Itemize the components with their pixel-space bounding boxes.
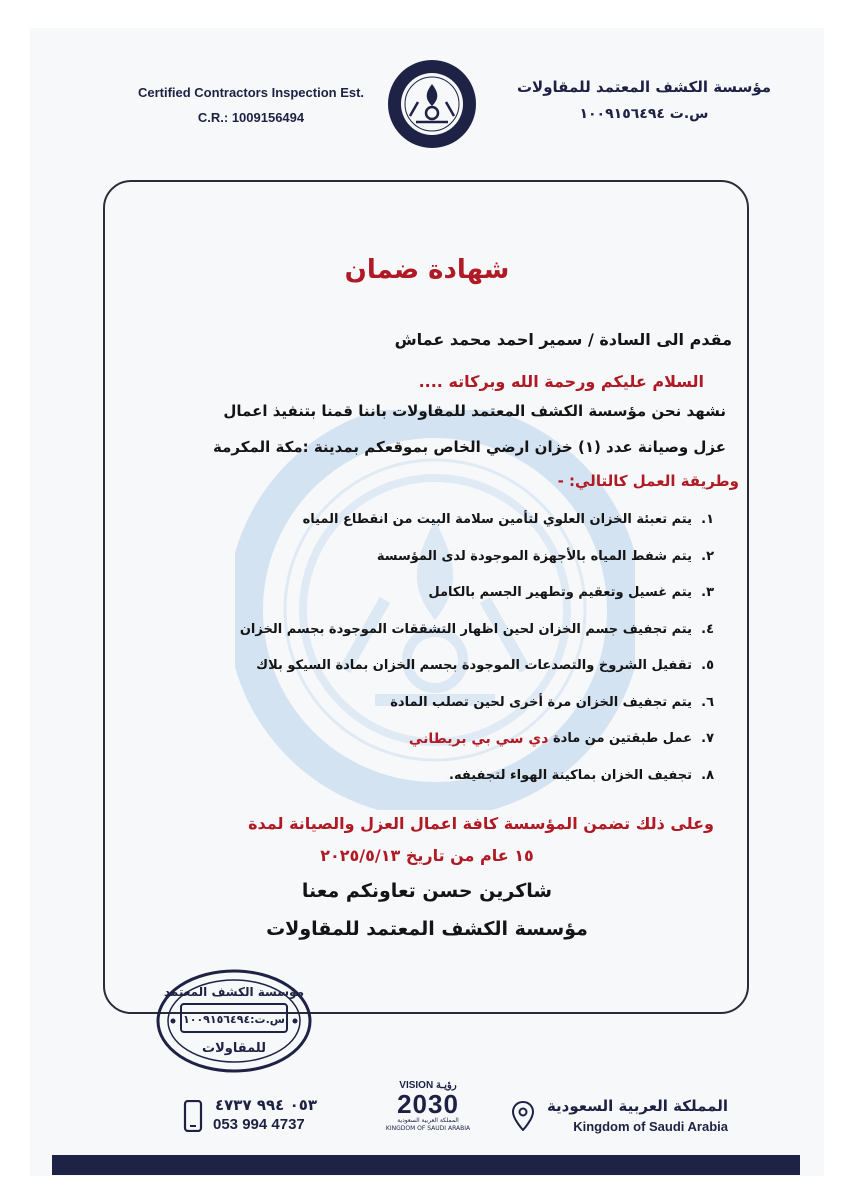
step-text: يتم تجفيف الخزان مرة أخرى لحين تصلب المادة — [390, 694, 692, 710]
kingdom-name-english: Kingdom of Saudi Arabia — [573, 1119, 728, 1134]
guarantee-line-1: وعلى ذلك تضمن المؤسسة كافة اعمال العزل والصيانة لمدة — [248, 814, 714, 833]
step-text: يتم تعبئة الخزان العلوي لتأمين سلامة البيت من انقطاع المياه — [302, 512, 692, 527]
step-number: ٤. — [701, 621, 714, 637]
stamp-cr-text: س.ت:١٠٠٩١٥٦٤٩٤ — [183, 1013, 285, 1026]
vision-subtitle-english: KINGDOM OF SAUDI ARABIA — [385, 1125, 471, 1132]
stamp-bottom-text: للمقاولات — [202, 1041, 266, 1056]
step-number: ٦. — [701, 694, 714, 710]
step-number: ٨. — [701, 767, 714, 783]
body-line-1: نشهد نحن مؤسسة الكشف المعتمد للمقاولات باننا قمنا بتنفيذ اعمال — [223, 402, 726, 420]
footer-location — [508, 1097, 728, 1141]
material-name-highlight: دي سي بي بريطاني — [408, 731, 549, 747]
company-name-arabic: مؤسسة الكشف المعتمد للمقاولات — [516, 78, 772, 96]
mobile-phone-icon — [183, 1100, 203, 1132]
signature-company-name: مؤسسة الكشف المعتمد للمقاولات — [266, 918, 588, 940]
company-name-english: Certified Contractors Inspection Est. — [137, 85, 365, 100]
location-pin-icon — [512, 1101, 534, 1131]
list-item — [240, 622, 714, 659]
step-number: ٧. — [701, 731, 714, 746]
certificate-title: شهادة ضمان — [344, 255, 510, 285]
list-item — [240, 585, 714, 622]
footer-phone — [183, 1096, 333, 1138]
step-text: يتم غسيل وتعقيم وتطهير الجسم بالكامل — [428, 585, 692, 600]
step-number: ٥. — [701, 658, 714, 673]
company-stamp-icon — [155, 968, 313, 1074]
commercial-register-arabic: س.ت ١٠٠٩١٥٦٤٩٤ — [579, 106, 709, 122]
step-number: ٣. — [701, 585, 714, 600]
step-text: تجفيف الخزان بماكينة الهواء لتجفيفه. — [449, 767, 692, 783]
greeting-line: السلام عليكم ورحمة الله وبركاته .... — [418, 372, 704, 391]
recipient-line: مقدم الى السادة / سمير احمد محمد عماش — [394, 330, 732, 349]
guarantee-line-2: ١٥ عام من تاريخ ٢٠٢٥/٥/١٣ — [320, 846, 534, 865]
kingdom-name-arabic: المملكة العربية السعودية — [546, 1097, 728, 1115]
footer-bar — [52, 1155, 800, 1175]
list-item — [240, 731, 714, 768]
list-item — [240, 768, 714, 805]
list-item — [240, 549, 714, 586]
phone-number-english: 053 994 4737 — [213, 1116, 305, 1133]
step-text: عمل طبقتين من مادة — [552, 731, 692, 746]
list-item — [240, 695, 714, 732]
step-number: ١. — [701, 512, 714, 527]
vision-label: VISION رؤيـة — [399, 1080, 457, 1091]
stamp-top-text: مؤسسة الكشف المعتمد — [163, 985, 305, 999]
body-line-2: عزل وصيانة عدد (١) خزان ارضي الخاص بموقعكم بمدينة :مكة المكرمة — [213, 438, 726, 456]
vision-2030-logo — [380, 1080, 476, 1146]
step-text: يتم تجفيف جسم الخزان لحين اظهار التشققات الموجودة بجسم الخزان — [239, 621, 692, 637]
vision-subtitle-arabic: المملكة العربية السعودية — [397, 1117, 459, 1124]
work-steps-list — [240, 512, 714, 804]
list-item — [240, 658, 714, 695]
step-text: يتم شفط المياه بالأجهزة الموجودة لدى المؤسسة — [376, 548, 692, 564]
step-number: ٢. — [701, 548, 714, 564]
step-text: تقفيل الشروخ والتصدعات الموجودة بجسم الخزان بمادة السيكو بلاك — [256, 658, 692, 673]
vision-year: 2030 — [397, 1089, 459, 1119]
method-heading: وطريقة العمل كالتالي: - — [557, 472, 739, 490]
list-item — [240, 512, 714, 549]
commercial-register-english: C.R.: 1009156494 — [197, 110, 305, 125]
thanks-line: شاكرين حسن تعاونكم معنا — [301, 880, 553, 902]
phone-number-arabic: ٠٥٣ ٩٩٤ ٤٧٣٧ — [215, 1096, 318, 1114]
